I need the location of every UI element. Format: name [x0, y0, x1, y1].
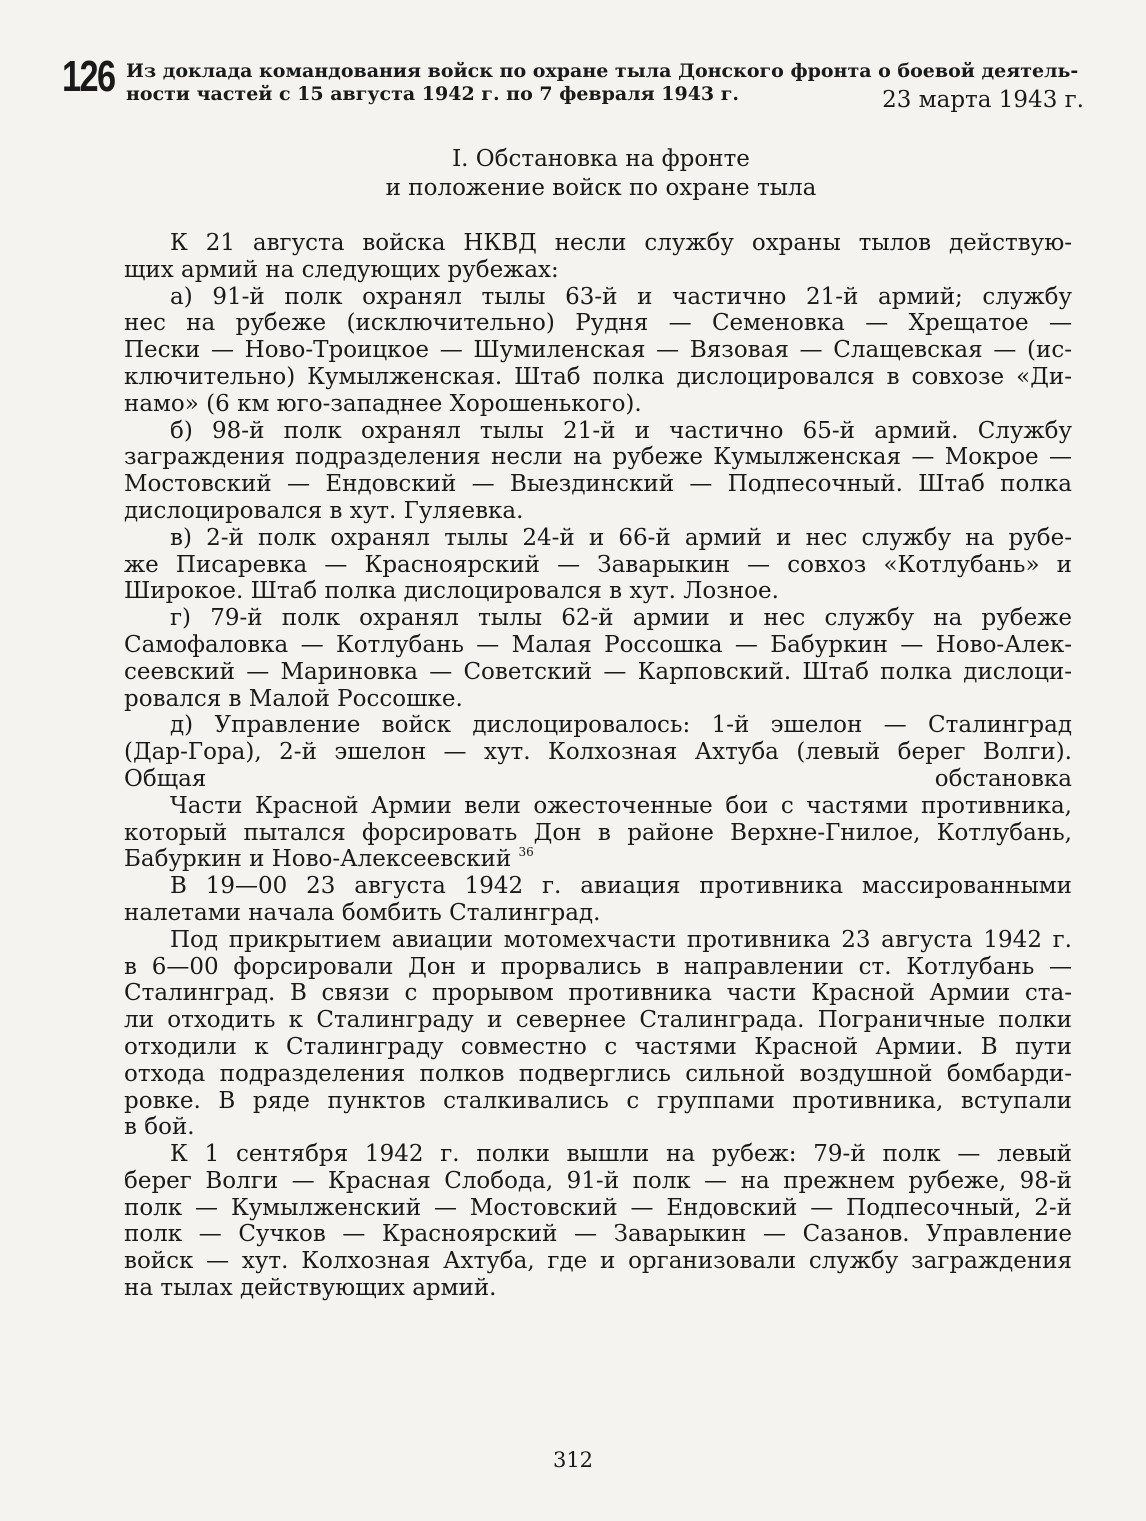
text-line: в) 2-й полк охранял тылы 24-й и 66-й армий и нес службу на рубе-: [170, 524, 1072, 551]
text-line: который пытался форсировать Дон в районе Верхне-Гнилое, Котлубань,: [124, 819, 1072, 846]
text-line: нес на рубеже (исключительно) Рудня — Семеновка — Хрещатое —: [124, 310, 1072, 337]
text-line: [124, 846, 1072, 873]
document-title-line-2: ности частей с 15 августа 1942 г. по 7 февраля 1943 г.: [126, 83, 740, 105]
paragraph-item-a: [124, 284, 1072, 418]
paragraph-item-v: [124, 525, 1072, 605]
text-line: заграждения подразделения несли на рубеже Кумылженская — Мокрое —: [124, 444, 1072, 471]
text-line: К 1 сентября 1942 г. полки вышли на рубеж: 79-й полк — левый: [170, 1141, 1072, 1168]
document-date: 23 марта 1943 г.: [882, 87, 1084, 113]
text-line: Самофаловка — Котлубань — Малая Россошка — Бабуркин — Ново-Алек-: [124, 631, 1072, 658]
text-line: Части Красной Армии вели ожесточенные бои с частями противника,: [170, 792, 1072, 819]
page-number: 312: [552, 1448, 594, 1472]
document-number: 126: [62, 52, 115, 101]
text-line: берег Волги — Красная Слобода, 91-й полк — на прежнем рубеже, 98-й: [124, 1167, 1072, 1194]
text-line: войск — хут. Колхозная Ахтуба, где и организовали службу заграждения: [124, 1248, 1072, 1275]
section-heading-line-2: и положение войск по охране тыла: [385, 175, 817, 201]
footnote-reference: 36: [518, 845, 534, 860]
text-line: в бой.: [124, 1114, 195, 1141]
paragraph-intro: [124, 230, 1072, 284]
section-heading-line-1: I. Обстановка на фронте: [452, 146, 750, 172]
paragraph-item-d: [124, 712, 1072, 766]
text-line: на тылах действующих армий.: [124, 1275, 497, 1302]
paragraph-item-b: [124, 418, 1072, 525]
text-line: К 21 августа войска НКВД несли службу охраны тылов действую-: [170, 230, 1072, 256]
text-line: Мостовский — Ендовский — Выездинский — Подпесочный. Штаб полка: [124, 471, 1072, 498]
text-line: в 6—00 форсировали Дон и прорвались в направлении ст. Котлубань —: [124, 953, 1072, 980]
text-line: д) Управление войск дислоцировалось: 1-й эшелон — Сталинград: [170, 712, 1072, 739]
text-line: дислоцировался в хут. Гуляевка.: [124, 497, 524, 524]
text-line: (Дар-Гора), 2-й эшелон — хут. Колхозная Ахтуба (левый берег Волги).: [124, 739, 1072, 766]
paragraph-general-1: [124, 793, 1072, 873]
text-line: ключительно) Кумылженская. Штаб полка дислоцировался в совхозе «Ди-: [124, 363, 1072, 390]
text-line: г) 79-й полк охранял тылы 62-й армии и нес службу на рубеже: [170, 605, 1072, 632]
text-line: полк — Кумылженский — Мостовский — Ендовский — Подпесочный, 2-й: [124, 1194, 1072, 1221]
text-line: ровался в Малой Россошке.: [124, 685, 463, 712]
paragraph-general-2: [124, 873, 1072, 927]
text-line: В 19—00 23 августа 1942 г. авиация противника массированными: [170, 873, 1072, 900]
body-text-part-1: [124, 230, 1072, 1302]
text-line: налетами начала бомбить Сталинград.: [124, 899, 601, 926]
text-line: полк — Сучков — Красноярский — Заварыкин — Сазанов. Управление: [124, 1221, 1072, 1248]
text-line: Пески — Ново-Троицкое — Шумиленская — Вязовая — Слащевская — (ис-: [124, 337, 1072, 364]
paragraph-general-4: [124, 1141, 1072, 1302]
text-line-content: Бабуркин и Ново-Алексеевский: [124, 846, 512, 873]
paragraph-item-g: [124, 605, 1072, 712]
paragraph-general-3: [124, 927, 1072, 1141]
text-line: ровке. В ряде пунктов сталкивались с группами противника, вступали: [124, 1087, 1072, 1114]
document-title-line-1: Из доклада командования войск по охране тыла Донского фронта о боевой деятель-: [126, 60, 1079, 82]
text-line: Широкое. Штаб полка дислоцировался в хут. Лозное.: [124, 578, 779, 605]
subheading-general-situation: [124, 766, 1072, 793]
text-line: же Писаревка — Красноярский — Заварыкин — совхоз «Котлубань» и: [124, 551, 1072, 578]
text-line: отходили к Сталинграду совместно с частями Красной Армии. В пути: [124, 1033, 1072, 1060]
text-line: Под прикрытием авиации мотомехчасти противника 23 августа 1942 г.: [170, 926, 1072, 953]
text-line: сеевский — Мариновка — Советский — Карповский. Штаб полка дислоци-: [124, 658, 1072, 685]
text-line: б) 98-й полк охранял тылы 21-й и частично 65-й армий. Службу: [170, 417, 1072, 444]
text-line: отхода подразделения полков подверглись сильной воздушной бомбарди-: [124, 1060, 1072, 1087]
text-line: ли отходить к Сталинграду и севернее Сталинграда. Пограничные полки: [124, 1007, 1072, 1034]
subheading-text: Общая обстановка: [124, 765, 1072, 792]
text-line: Сталинград. В связи с прорывом противника части Красной Армии ста-: [124, 980, 1072, 1007]
text-line: а) 91-й полк охранял тылы 63-й и частично 21-й армий; службу: [170, 283, 1072, 310]
text-line: щих армий на следующих рубежах:: [124, 256, 559, 283]
text-line: намо» (6 км юго-западнее Хорошенького).: [124, 390, 642, 417]
